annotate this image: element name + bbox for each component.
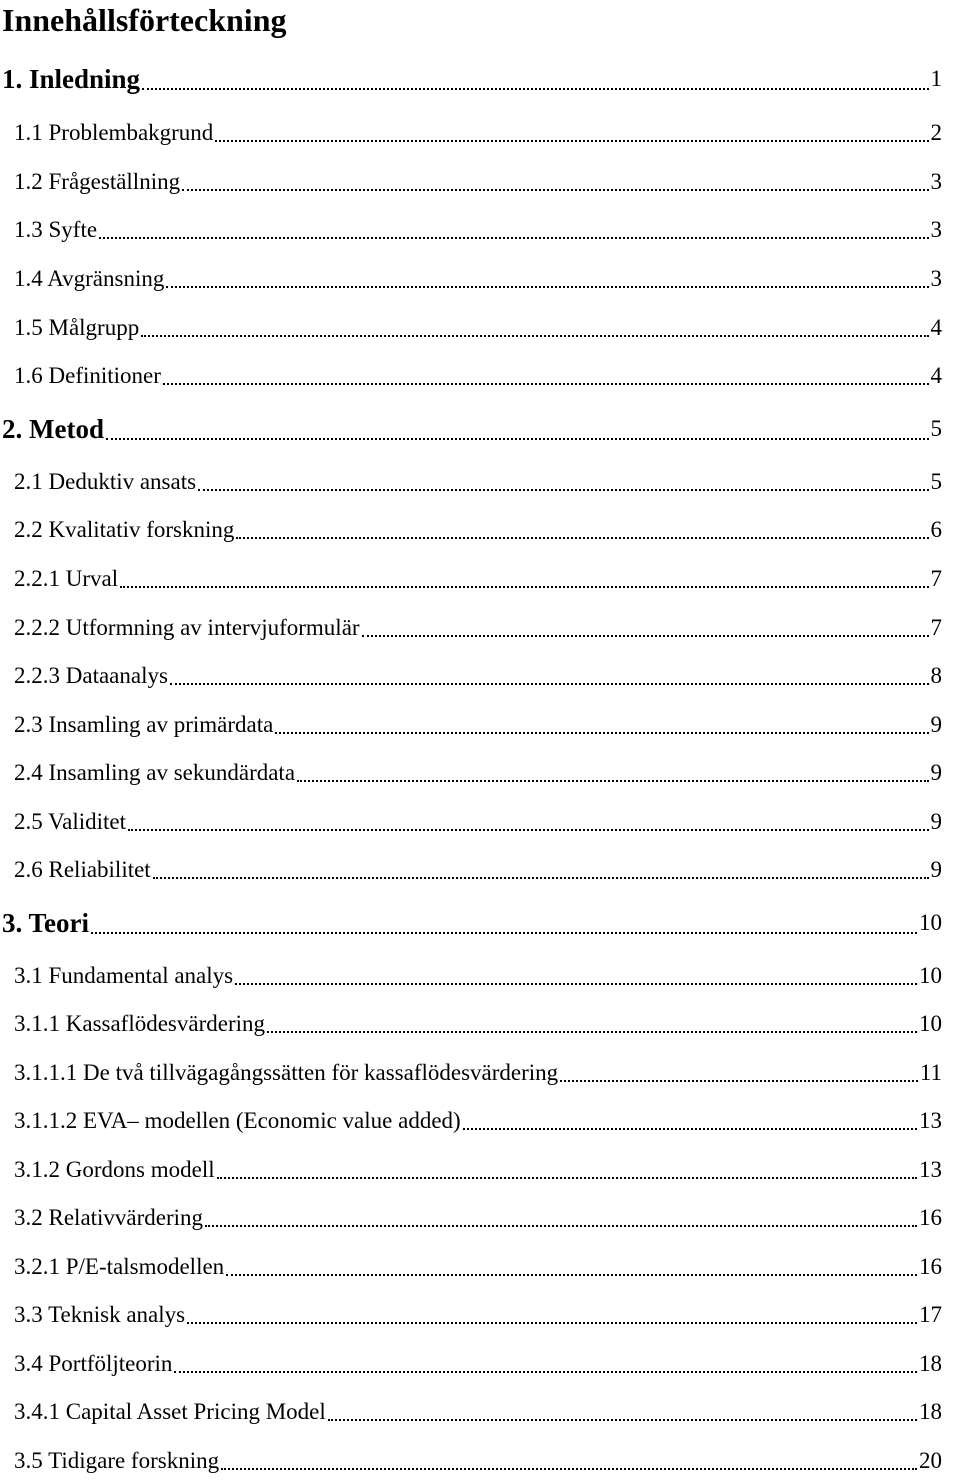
toc-entry-page: 11 <box>919 1060 942 1085</box>
dot-leader <box>235 983 917 985</box>
toc-entry-label: 3.4.1 Capital Asset Pricing Model <box>14 1399 326 1424</box>
toc-entry[interactable] <box>14 1106 942 1136</box>
dot-leader <box>221 1468 917 1470</box>
toc-entry-label: 3.2 Relativvärdering <box>14 1205 204 1230</box>
toc-entry-page: 9 <box>930 857 942 882</box>
dot-leader <box>128 829 928 831</box>
toc-entry-label: 2. Metod <box>2 414 104 444</box>
toc-entry-label: 2.1 Deduktiv ansats <box>14 469 197 494</box>
dot-leader <box>141 335 928 337</box>
dot-leader <box>463 1128 917 1130</box>
toc-entry[interactable] <box>14 1203 942 1233</box>
toc-entry[interactable] <box>14 1009 942 1039</box>
toc-entry-page: 2 <box>930 120 942 145</box>
dot-leader <box>267 1031 917 1033</box>
toc-entry[interactable] <box>14 1300 942 1330</box>
toc-entry[interactable] <box>14 1252 942 1282</box>
dot-leader <box>170 683 929 685</box>
toc-entry[interactable] <box>14 515 942 545</box>
toc-entry[interactable] <box>14 1446 942 1476</box>
toc-entry[interactable] <box>14 167 942 197</box>
toc-entry[interactable] <box>14 361 942 391</box>
toc-entry-chapter-1[interactable] <box>2 62 942 96</box>
toc-entry-page: 10 <box>919 1011 942 1036</box>
toc-entry-label: 2.4 Insamling av sekundärdata <box>14 760 296 785</box>
dot-leader <box>163 383 929 385</box>
dot-leader <box>205 1225 917 1227</box>
toc-entry-page: 4 <box>930 315 942 340</box>
toc-entry[interactable] <box>14 1155 942 1185</box>
toc-entry[interactable] <box>14 961 942 991</box>
toc-entry-page: 9 <box>930 712 942 737</box>
toc-entry-label: 1. Inledning <box>2 64 141 94</box>
toc-title: Innehållsförteckning <box>2 2 287 38</box>
toc-entry-label: 1.6 Definitioner <box>14 363 161 388</box>
toc-entry[interactable] <box>14 855 942 885</box>
toc-entry[interactable] <box>14 313 942 343</box>
dot-leader <box>187 1322 917 1324</box>
toc-entry-label: 3.5 Tidigare forskning <box>14 1448 220 1473</box>
dot-leader <box>297 780 928 782</box>
toc-entry[interactable] <box>14 564 942 594</box>
toc-entry[interactable] <box>14 264 942 294</box>
toc-entry[interactable] <box>14 710 942 740</box>
dot-leader <box>166 286 928 288</box>
toc-entry[interactable] <box>14 613 942 643</box>
toc-entry-page: 1 <box>930 66 942 91</box>
dot-leader <box>142 88 928 90</box>
toc-entry-label: 2.3 Insamling av primärdata <box>14 712 274 737</box>
toc-entry-page: 9 <box>930 809 942 834</box>
dot-leader <box>153 877 929 879</box>
toc-entry[interactable] <box>14 1349 942 1379</box>
toc-entry-label: 3. Teori <box>2 908 90 938</box>
toc-entry-label: 3.1 Fundamental analys <box>14 963 234 988</box>
toc-entry-label: 1.1 Problembakgrund <box>14 120 214 145</box>
toc-entry-page: 17 <box>919 1302 942 1327</box>
toc-entry-page: 10 <box>919 910 942 935</box>
dot-leader <box>198 489 928 491</box>
toc-entry-label: 3.4 Portföljteorin <box>14 1351 173 1376</box>
toc-entry-page: 4 <box>930 363 942 388</box>
dot-leader <box>226 1274 917 1276</box>
dot-leader <box>328 1419 917 1421</box>
toc-entry[interactable] <box>14 1058 942 1088</box>
toc-entry-page: 6 <box>930 517 942 542</box>
toc-entry-page: 16 <box>919 1254 942 1279</box>
toc-entry-page: 13 <box>919 1108 942 1133</box>
dot-leader <box>275 732 928 734</box>
dot-leader <box>91 932 917 934</box>
toc-entry-page: 3 <box>930 169 942 194</box>
dot-leader <box>120 586 928 588</box>
toc-entry[interactable] <box>14 467 942 497</box>
toc-entry-page: 9 <box>930 760 942 785</box>
toc-entry-page: 7 <box>930 615 942 640</box>
toc-entry-label: 3.2.1 P/E-talsmodellen <box>14 1254 225 1279</box>
dot-leader <box>236 537 928 539</box>
toc-entry-label: 2.6 Reliabilitet <box>14 857 151 882</box>
toc-entry-chapter-3[interactable] <box>2 906 942 940</box>
toc-entry-label: 2.2.3 Dataanalys <box>14 663 168 688</box>
toc-entry-page: 3 <box>930 266 942 291</box>
toc-entry-page: 13 <box>919 1157 942 1182</box>
toc-entry-label: 1.2 Frågeställning <box>14 169 181 194</box>
toc-entry[interactable] <box>14 807 942 837</box>
toc-entry-page: 8 <box>930 663 942 688</box>
dot-leader <box>182 189 928 191</box>
toc-entry-label: 3.3 Teknisk analys <box>14 1302 186 1327</box>
dot-leader <box>215 140 928 142</box>
toc-entry-chapter-2[interactable] <box>2 412 942 446</box>
toc-entry-page: 18 <box>919 1399 942 1424</box>
toc-entry-page: 18 <box>919 1351 942 1376</box>
toc-entry-label: 2.2 Kvalitativ forskning <box>14 517 235 542</box>
toc-entry-page: 20 <box>919 1448 942 1473</box>
toc-entry[interactable] <box>14 661 942 691</box>
toc-entry[interactable] <box>14 758 942 788</box>
toc-entry-label: 3.1.1.1 De två tillvägagångssätten för kassaflödesvärdering <box>14 1060 559 1085</box>
toc-entry-page: 5 <box>930 469 942 494</box>
toc-entry-label: 1.3 Syfte <box>14 217 98 242</box>
dot-leader <box>106 438 929 440</box>
toc-entry[interactable] <box>14 215 942 245</box>
toc-entry-label: 2.2.2 Utformning av intervjuformulär <box>14 615 360 640</box>
toc-entry-label: 3.1.1.2 EVA– modellen (Economic value added) <box>14 1108 461 1133</box>
toc-entry-page: 3 <box>930 217 942 242</box>
toc-entry-page: 7 <box>930 566 942 591</box>
toc-entry-label: 2.5 Validitet <box>14 809 127 834</box>
toc-entry-label: 3.1.1 Kassaflödesvärdering <box>14 1011 266 1036</box>
dot-leader <box>217 1177 917 1179</box>
toc-entry-label: 1.4 Avgränsning <box>14 266 165 291</box>
dot-leader <box>560 1080 918 1082</box>
toc-entry[interactable] <box>14 1397 942 1427</box>
toc-entry[interactable] <box>14 118 942 148</box>
toc-entry-page: 16 <box>919 1205 942 1230</box>
toc-entry-label: 2.2.1 Urval <box>14 566 119 591</box>
dot-leader <box>174 1371 917 1373</box>
dot-leader <box>99 237 928 239</box>
toc-entry-page: 10 <box>919 963 942 988</box>
toc-entry-label: 3.1.2 Gordons modell <box>14 1157 215 1182</box>
toc-entry-label: 1.5 Målgrupp <box>14 315 140 340</box>
dot-leader <box>362 635 929 637</box>
toc-entry-page: 5 <box>930 416 942 441</box>
